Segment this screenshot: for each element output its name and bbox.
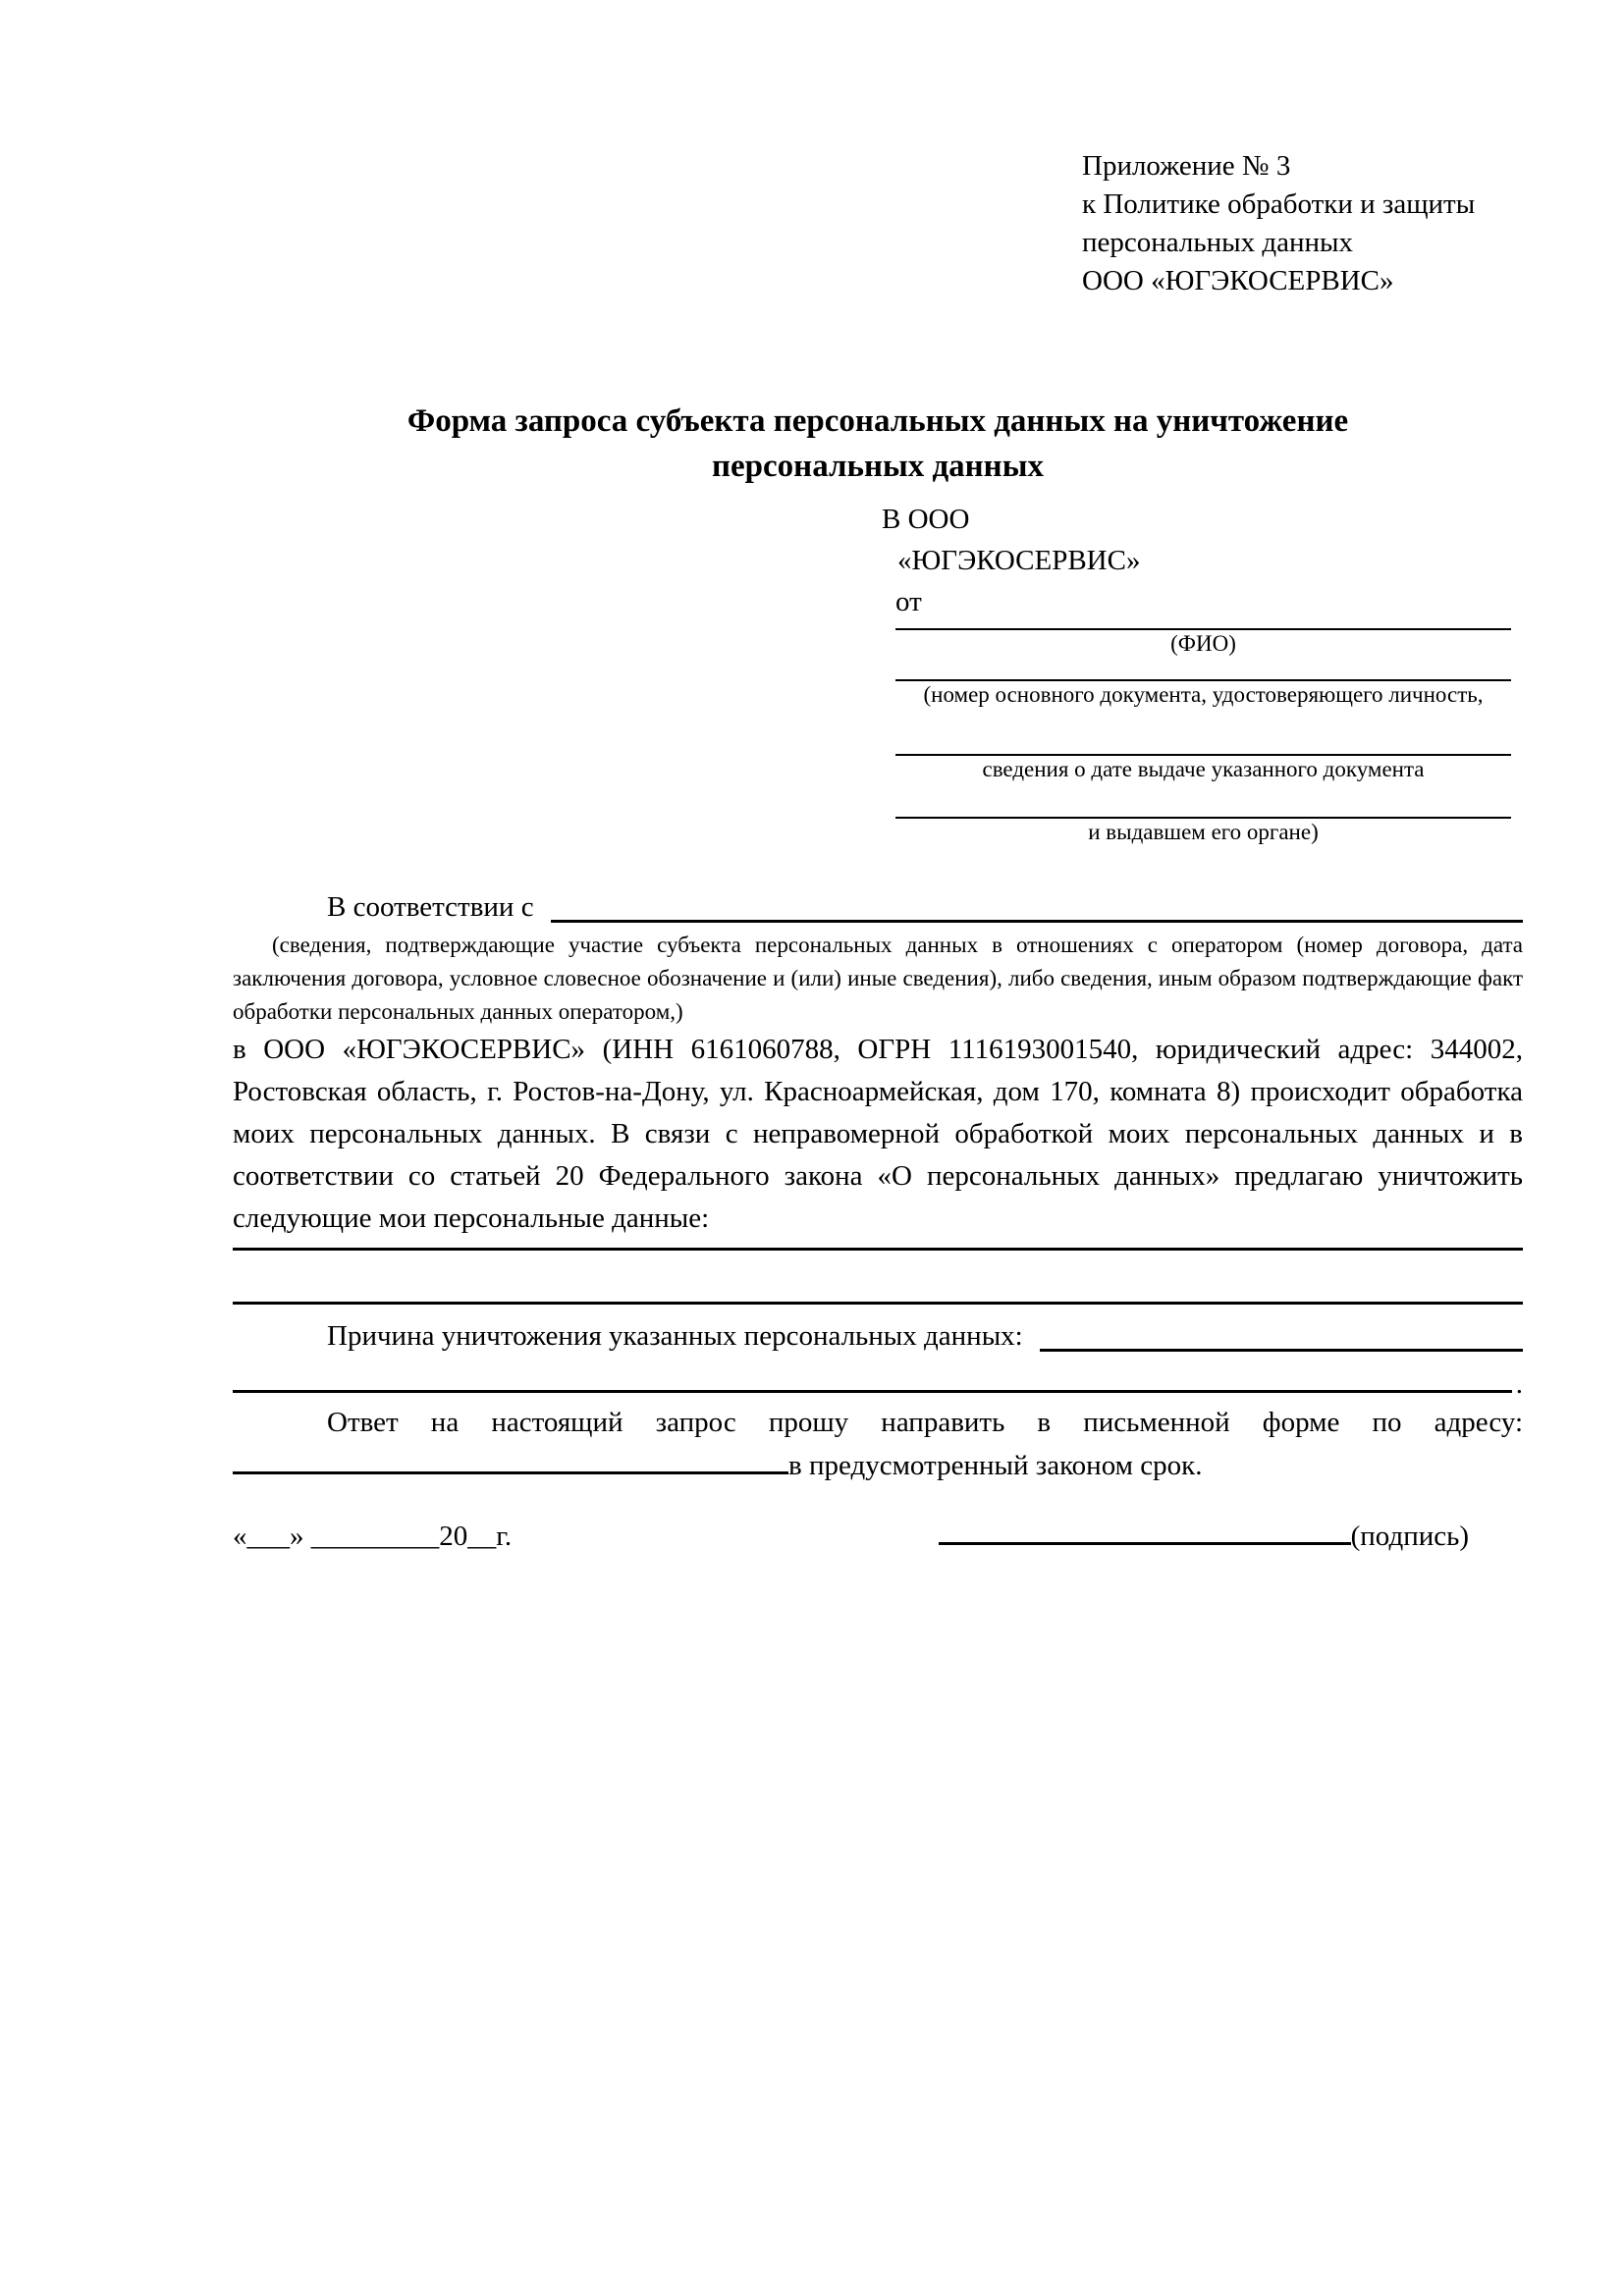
fio-caption: (ФИО)	[1170, 631, 1236, 656]
addressee-from-label: от	[895, 586, 922, 617]
reason-fill-line	[1040, 1314, 1523, 1352]
fio-fill-line	[895, 622, 1511, 630]
addressee-org-line-2: «ЮГЭКОСЕРВИС»	[897, 545, 1141, 576]
doc-number-fill-line	[895, 658, 1511, 681]
annex-line-2: к Политике обработки и защиты	[1082, 188, 1476, 220]
signature-group	[939, 1515, 1469, 1558]
reason-line-period: .	[1515, 1368, 1523, 1400]
response-tail-text: в предусмотренный законом срок.	[788, 1450, 1203, 1481]
accordance-footnote: (сведения, подтверждающие участие субъекта персональных данных в отношениях с оператором (номер договора, дата заключения договора, условное словесное обозначение и (или) иные сведения), либо сведения, иным образом подтверждающие факт обработки персональных данных оператором,)	[233, 933, 1523, 1024]
response-request-text: Ответ на настоящий запрос прошу направить в письменной форме по адресу:	[327, 1407, 1523, 1438]
doc-number-caption: (номер основного документа, удостоверяющего личность,	[923, 682, 1484, 707]
reason-lead: Причина уничтожения указанных персональных данных:	[327, 1320, 1030, 1352]
reason-continuation-row	[233, 1358, 1523, 1401]
annex-line-4: ООО «ЮГЭКОСЕРВИС»	[1082, 265, 1394, 296]
accordance-lead: В соответствии с	[327, 891, 541, 923]
date-placeholder: «___» _________20__г.	[233, 1521, 513, 1552]
annex-line-3: персональных данных	[1082, 227, 1354, 258]
doc-issuer-fill-line	[895, 783, 1511, 819]
annex-note	[1082, 147, 1523, 300]
addressee-org-line-1: В ООО	[882, 504, 970, 535]
addressee-block	[882, 499, 1523, 622]
personal-data-fill-line-2	[233, 1251, 1523, 1305]
signature-fill-line	[939, 1542, 1351, 1545]
accordance-fill-line	[551, 885, 1523, 923]
document-title-line-1: Форма запроса субъекта персональных данных на уничтожение	[406, 403, 1349, 439]
doc-date-fill-line	[895, 709, 1511, 756]
doc-date-caption: сведения о дате выдаче указанного документа	[982, 757, 1425, 781]
address-fill-line	[233, 1471, 788, 1474]
accordance-row	[233, 885, 1523, 929]
body-paragraph: в ООО «ЮГЭКОСЕРВИС» (ИНН 6161060788, ОГРН 1116193001540, юридический адрес: 344002, Ростовская область, г. Ростов-на-Дону, ул. Красноармейская, дом 170, комната 8) происходит обработка моих персональных данных. В связи с неправомерной обработкой моих персональных данных и в соответствии со статьей 20 Федерального закона «О персональных данных» предлагаю уничтожить следующие мои персональные данные:	[233, 1034, 1523, 1234]
doc-issuer-caption: и выдавшем его органе)	[1088, 820, 1319, 844]
applicant-fields	[895, 622, 1511, 846]
reason-continuation-line	[233, 1358, 1512, 1393]
document-title	[233, 399, 1523, 489]
date-signature-row	[233, 1515, 1523, 1558]
reason-row	[233, 1314, 1523, 1358]
personal-data-fill-line-1	[233, 1240, 1523, 1251]
response-address-row	[233, 1444, 1523, 1487]
annex-line-1: Приложение № 3	[1082, 150, 1291, 182]
document-title-line-2: персональных данных	[712, 449, 1044, 484]
signature-caption: (подпись)	[1350, 1521, 1469, 1552]
